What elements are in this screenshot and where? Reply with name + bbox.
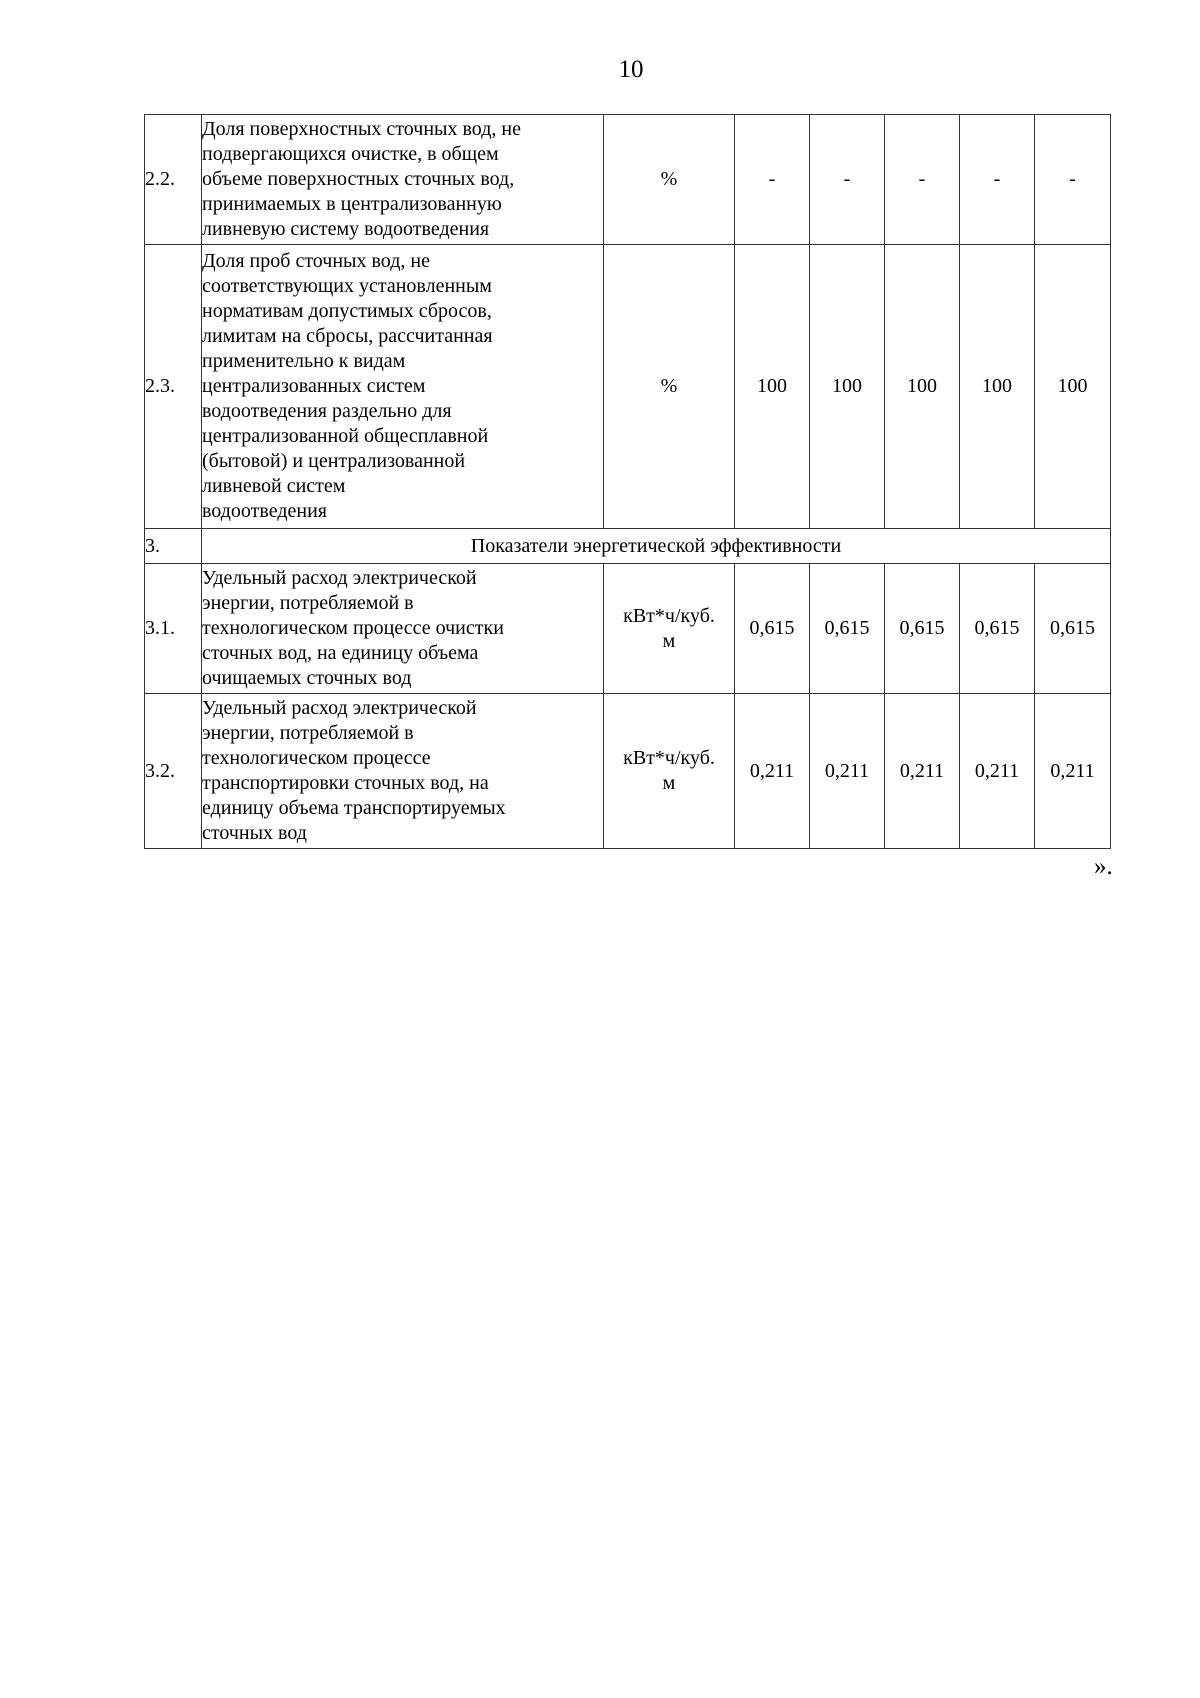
- description-line: Удельный расход электрической: [202, 567, 477, 589]
- table-body: [145, 115, 1111, 849]
- description-line: централизованных систем: [202, 375, 426, 397]
- description-line: очищаемых сточных вод: [202, 667, 412, 689]
- description-line: нормативам допустимых сбросов,: [202, 300, 492, 322]
- section-row: [145, 529, 1111, 564]
- row-number: 2.2.: [145, 115, 202, 245]
- unit-of-measure: [604, 564, 735, 694]
- description-line: объеме поверхностных сточных вод,: [202, 168, 515, 190]
- description-line: применительно к видам: [202, 350, 406, 372]
- description-line: централизованной общесплавной: [202, 425, 489, 447]
- description-line: технологическом процессе: [202, 747, 431, 769]
- closing-quote-mark: ».: [1094, 853, 1113, 880]
- indicator-value: -: [810, 115, 885, 245]
- unit-line: м: [662, 772, 676, 794]
- indicator-value: 100: [735, 245, 810, 529]
- row-number: 3.: [145, 529, 202, 564]
- indicator-value: 100: [1035, 245, 1111, 529]
- description-line: (бытовой) и централизованной: [202, 450, 466, 472]
- page-number: 10: [618, 56, 644, 83]
- description-line: принимаемых в централизованную: [202, 193, 502, 215]
- description-line: Удельный расход электрической: [202, 697, 477, 719]
- indicator-value: 0,615: [735, 564, 810, 694]
- description-line: энергии, потребляемой в: [202, 722, 414, 744]
- unit-line: кВт*ч/куб.: [623, 604, 715, 627]
- indicator-value: 0,211: [1035, 694, 1111, 849]
- description-line: ливневой систем: [202, 475, 346, 497]
- section-title: Показатели энергетической эффективности: [202, 529, 1111, 564]
- row-number: 3.1.: [145, 564, 202, 694]
- description-line: соответствующих установленным: [202, 275, 492, 297]
- description-line: подвергающихся очистке, в общем: [202, 143, 499, 165]
- indicator-value: 0,211: [810, 694, 885, 849]
- description-line: ливневую систему водоотведения: [202, 218, 490, 240]
- indicator-value: 0,211: [735, 694, 810, 849]
- unit-line: м: [662, 629, 676, 652]
- indicator-description: [202, 694, 604, 849]
- indicator-description: [202, 245, 604, 529]
- unit-of-measure: [604, 115, 735, 245]
- indicator-value: 0,211: [960, 694, 1035, 849]
- indicator-value: -: [885, 115, 960, 245]
- indicator-description: [202, 564, 604, 694]
- indicator-value: 0,211: [885, 694, 960, 849]
- indicator-value: 100: [810, 245, 885, 529]
- table-row: [145, 245, 1111, 529]
- description-line: водоотведения: [202, 500, 327, 522]
- description-line: лимитам на сбросы, рассчитанная: [202, 325, 493, 347]
- description-line: Доля проб сточных вод, не: [202, 250, 430, 272]
- description-line: транспортировки сточных вод, на: [202, 772, 489, 794]
- row-number: 2.3.: [145, 245, 202, 529]
- table-row: [145, 564, 1111, 694]
- description-line: энергии, потребляемой в: [202, 592, 414, 614]
- indicator-value: 0,615: [810, 564, 885, 694]
- table-row: [145, 115, 1111, 245]
- description-line: единицу объема транспортируемых: [202, 797, 506, 819]
- unit-line: кВт*ч/куб.: [623, 747, 715, 769]
- unit-line: %: [660, 375, 678, 397]
- table-row: [145, 694, 1111, 849]
- unit-of-measure: [604, 694, 735, 849]
- description-line: Доля поверхностных сточных вод, не: [202, 118, 521, 140]
- indicators-table: [144, 114, 1111, 849]
- indicator-value: 100: [885, 245, 960, 529]
- indicator-value: 0,615: [885, 564, 960, 694]
- indicator-value: 0,615: [1035, 564, 1111, 694]
- indicator-description: [202, 115, 604, 245]
- description-line: технологическом процессе очистки: [202, 617, 504, 639]
- unit-of-measure: [604, 245, 735, 529]
- indicator-value: -: [960, 115, 1035, 245]
- indicator-value: -: [735, 115, 810, 245]
- row-number: 3.2.: [145, 694, 202, 849]
- description-line: водоотведения раздельно для: [202, 400, 452, 422]
- unit-line: %: [660, 168, 678, 190]
- indicator-value: 0,615: [960, 564, 1035, 694]
- indicator-value: -: [1035, 115, 1111, 245]
- description-line: сточных вод, на единицу объема: [202, 642, 479, 664]
- description-line: сточных вод: [202, 822, 307, 844]
- indicator-value: 100: [960, 245, 1035, 529]
